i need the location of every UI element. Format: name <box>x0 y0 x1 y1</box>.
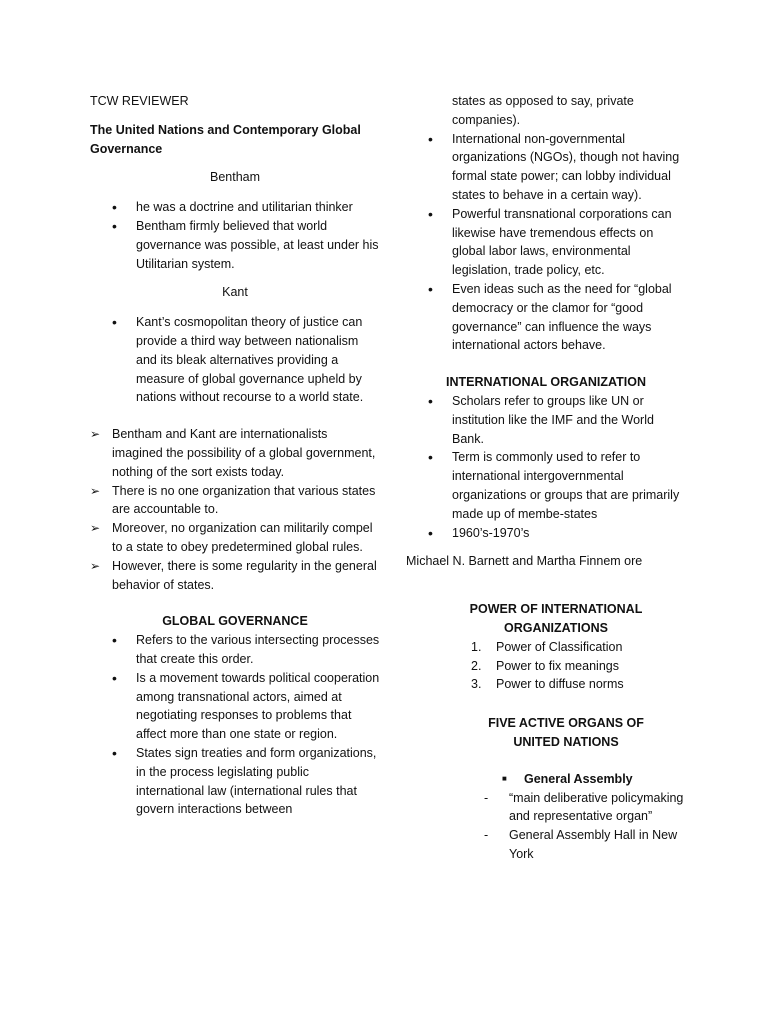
list-item: • Even ideas such as the need for “global democracy or the clamor for “good governance” can influence the ways international actors behave. <box>406 280 686 355</box>
authors: Michael N. Barnett and Martha Finnem ore <box>406 554 643 569</box>
list-item: ■ General Assembly <box>406 770 686 789</box>
list-item: 3. Power to diffuse norms <box>471 677 624 692</box>
right-column <box>406 0 686 864</box>
international-organization-heading: INTERNATIONAL ORGANIZATION <box>446 375 646 390</box>
list-item: • States sign treaties and form organizations, in the process legislating public international law (international rules that govern interactions between <box>90 744 380 819</box>
io-list <box>406 392 686 542</box>
list-item: • Kant’s cosmopolitan theory of justice can provide a third way between nationalism and its bleak alternatives providing a measure of global governance upheld by nations without recourse to a world state. <box>90 313 380 407</box>
list-item: - General Assembly Hall in New York <box>406 826 686 864</box>
left-column <box>90 0 380 819</box>
organs-list <box>406 770 686 789</box>
list-item: • he was a doctrine and utilitarian thinker <box>90 198 380 217</box>
power-heading: POWER OF INTERNATIONAL ORGANIZATIONS <box>469 602 643 635</box>
list-item: • Is a movement towards political cooperation among transnational actors, aimed at negotiating responses to problems that affect more than one state or region. <box>90 669 380 744</box>
powers-list <box>406 638 686 694</box>
organs-heading: FIVE ACTIVE ORGANS OF UNITED NATIONS <box>488 716 644 749</box>
list-item: - “main deliberative policymaking and representative organ” <box>406 789 686 827</box>
list-item: 1. Power of Classification <box>471 639 623 654</box>
organ-details-list <box>406 789 686 864</box>
bentham-heading: Bentham <box>209 170 261 185</box>
list-item: • International non-governmental organizations (NGOs), though not having formal state power; can lobby individual states to behave in a certain way). <box>406 130 686 205</box>
global-governance-heading: GLOBAL GOVERNANCE <box>162 614 308 629</box>
arrow-list <box>90 425 380 594</box>
list-item: ➢ Moreover, no organization can militarily compel to a state to obey predetermined global rules. <box>90 519 380 557</box>
list-item: • Scholars refer to groups like UN or institution like the IMF and the World Bank. <box>406 392 686 448</box>
list-item: • Bentham firmly believed that world governance was possible, at least under his Utilitarian system. <box>90 217 380 273</box>
bentham-list <box>90 198 380 273</box>
list-item: • Term is commonly used to refer to international intergovernmental organizations or groups that are primarily made up of membe-states <box>406 448 686 523</box>
doc-title: TCW REVIEWER <box>90 94 189 108</box>
list-item: • Powerful transnational corporations can likewise have tremendous effects on global labor laws, environmental legislation, trade policy, etc. <box>406 205 686 280</box>
list-item: ➢ However, there is some regularity in the general behavior of states. <box>90 557 380 595</box>
list-item: 2. Power to fix meanings <box>471 658 619 673</box>
section-title: The United Nations and Contemporary Global Governance <box>90 122 361 156</box>
kant-heading: Kant <box>222 285 248 300</box>
list-item: • 1960’s-1970’s <box>406 524 686 543</box>
list-item: ➢ Bentham and Kant are internationalists imagined the possibility of a global government, nothing of the sort exists today. <box>90 425 380 481</box>
continued-text: states as opposed to say, private companies). <box>452 94 634 127</box>
kant-list <box>90 313 380 407</box>
list-item: ➢ There is no one organization that various states are accountable to. <box>90 482 380 520</box>
actors-list <box>406 130 686 356</box>
global-governance-list <box>90 631 380 819</box>
list-item: • Refers to the various intersecting processes that create this order. <box>90 631 380 669</box>
